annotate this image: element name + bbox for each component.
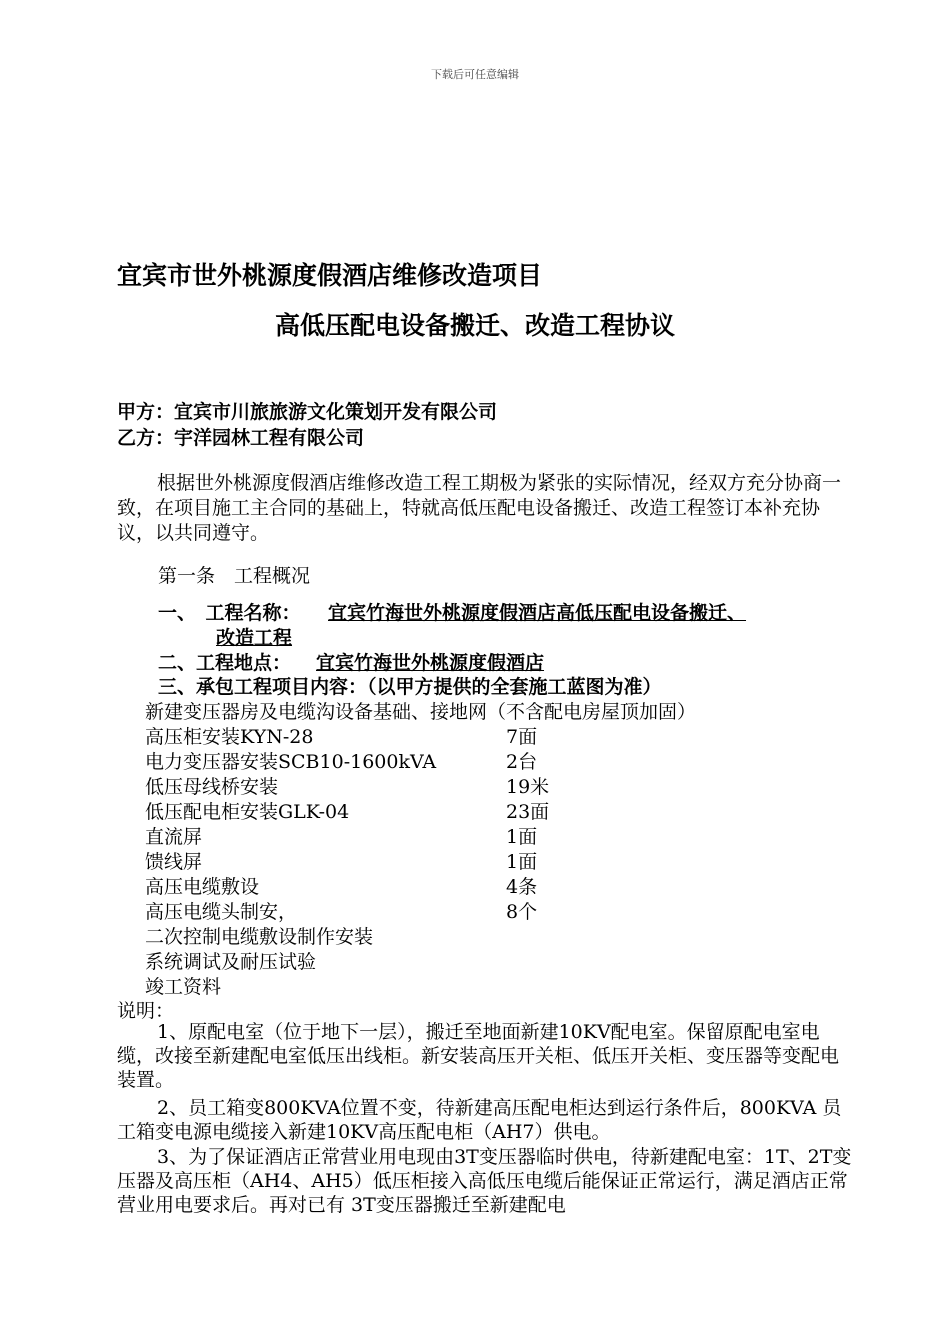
article1-heading: 第一条 工程概况 [158,565,311,587]
scope-item-name: 低压配电柜安装GLK-04 [145,801,350,823]
scope-item-name: 低压母线桥安装 [145,776,279,798]
scope-item-name: 直流屏 [145,826,203,848]
scope-item-qty: 19米 [506,776,550,798]
scope-item-name: 馈线屏 [145,851,203,873]
scope-item-name: 系统调试及耐压试验 [145,951,317,973]
item1-label: 一、 工程名称： [158,602,301,624]
item2-value: 宜宾竹海世外桃源度假酒店 [316,652,545,674]
note-3: 3、为了保证酒店正常营业用电现由3T变压器临时供电，待新建配电室：1T、2T变压器及高压柜（AH4、AH5）低压柜接入高低压电缆后能保证正常运行，满足酒店正常营业用电要求后。再对已有 3T变压器搬迁至新建配电 [117,1146,852,1216]
scope-item-name: 高压柜安装KYN-28 [145,726,314,748]
scope-item-qty: 2台 [506,751,538,773]
scope-item-name: 竣工资料 [145,976,222,998]
note-1: 1、原配电室（位于地下一层），搬迁至地面新建10KV配电室。保留原配电室电缆，改接至新建配电室低压出线柜。新安装高压开关柜、低压开关柜、变压器等变配电装置。 [117,1021,840,1091]
scope-item-qty: 1面 [506,851,538,873]
scope-item-name: 新建变压器房及电缆沟设备基础、接地网（不含配电房屋顶加固） [145,701,697,723]
note-label: 说明： [117,1000,175,1022]
scope-item-qty: 23面 [506,801,550,823]
intro-paragraph: 根据世外桃源度假酒店维修改造工程工期极为紧张的实际情况，经双方充分协商一致，在项目施工主合同的基础上，特就高低压配电设备搬迁、改造工程签订本补充协议，以共同遵守。 [117,472,842,544]
note-2: 2、员工箱变800KVA位置不变，待新建高压配电柜达到运行条件后，800KVA 员工箱变电源电缆接入新建10KV高压配电柜（AH7）供电。 [117,1097,842,1143]
party-b: 乙方：宇洋园林工程有限公司 [117,427,365,449]
scope-item-qty: 4条 [506,876,538,898]
scope-item-qty: 8个 [506,901,538,923]
header-note: 下载后可任意编辑 [431,68,519,81]
document-title-line2: 高低压配电设备搬迁、改造工程协议 [274,311,675,340]
scope-item-qty: 7面 [506,726,538,748]
document-title-line1: 宜宾市世外桃源度假酒店维修改造项目 [117,261,543,290]
scope-item-name: 高压电缆头制安， [145,901,298,923]
scope-item-qty: 1面 [506,826,538,848]
item1-value-a: 宜宾竹海世外桃源度假酒店高低压配电设备搬迁、 [328,602,747,624]
item1-value-b: 改造工程 [216,627,293,649]
scope-item-name: 二次控制电缆敷设制作安装 [145,926,374,948]
scope-item-name: 电力变压器安装SCB10-1600kVA [145,751,437,773]
item3-heading: 三、承包工程项目内容：（以甲方提供的全套施工蓝图为准） [158,676,662,698]
party-a: 甲方：宜宾市川旅旅游文化策划开发有限公司 [117,401,498,423]
item2-label: 二、工程地点： [158,652,292,674]
scope-item-name: 高压电缆敷设 [145,876,260,898]
